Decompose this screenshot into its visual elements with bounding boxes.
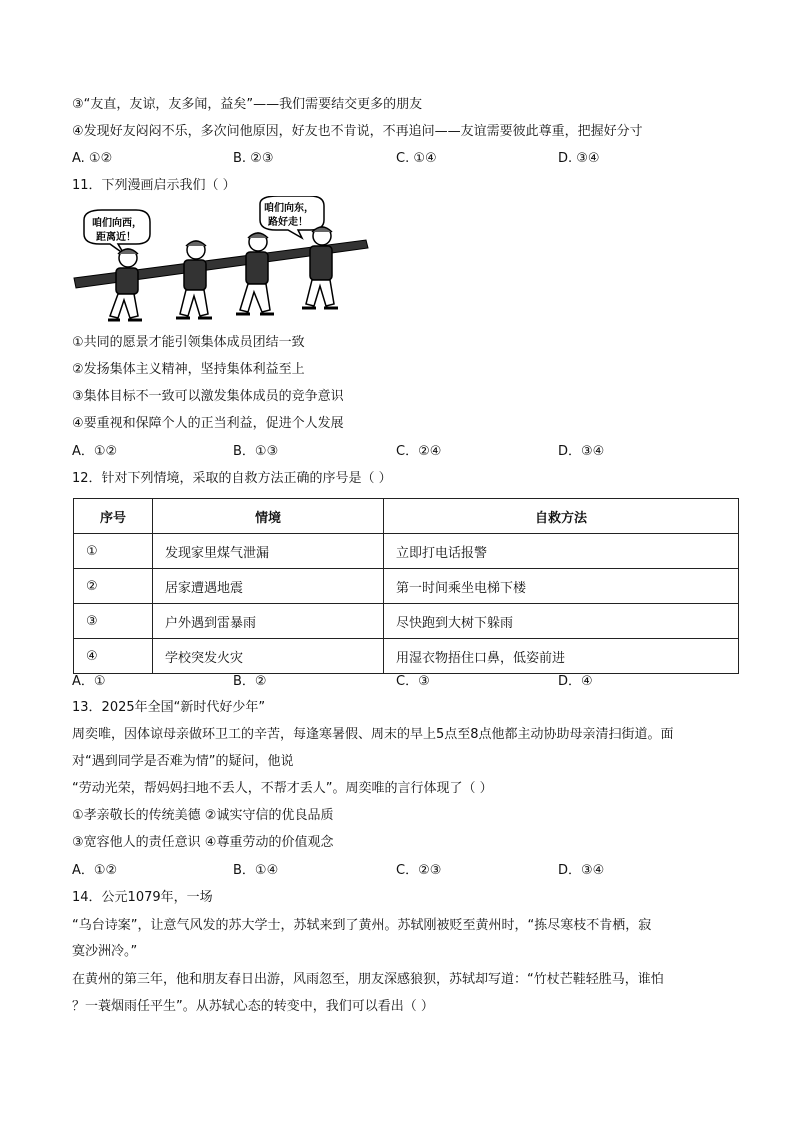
header-number: 序号 — [74, 499, 153, 534]
q13-item-line: ③宽容他人的责任意识 ④尊重劳动的价值观念 — [72, 835, 334, 850]
row-situation: 学校突发火灾 — [153, 639, 384, 674]
bubble-right-line-2: 路好走！ — [268, 217, 308, 228]
q14-text-line: “乌台诗案”，让意气风发的苏大学士，苏轼来到了黄州。苏轼刚被贬至黄州时，“拣尽寒枝不肯栖，寂 — [72, 918, 652, 933]
q13-text-line: 对“遇到同学是否难为情”的疑问，他说 — [72, 754, 294, 769]
q13-option-c: C．②③ — [396, 863, 442, 878]
worker-figure-1 — [108, 249, 142, 320]
q11-stem: 11．下列漫画启示我们（ ） — [72, 178, 236, 193]
row-number: ④ — [74, 639, 153, 674]
q10-option-a: A. ①② — [72, 151, 113, 166]
q12-option-c: C．③ — [396, 674, 430, 689]
q13-option-b: B．①④ — [233, 863, 279, 878]
q14-text-line: 寞沙洲冷。” — [72, 944, 138, 959]
header-method: 自救方法 — [384, 499, 739, 534]
row-method: 尽快跑到大树下躲雨 — [384, 604, 739, 639]
q13-text-line: “劳动光荣，帮妈妈扫地不丢人，不帮才丢人”。周奕唯的言行体现了（ ） — [72, 781, 493, 796]
row-number: ② — [74, 569, 153, 604]
row-number: ① — [74, 534, 153, 569]
q12-self-rescue-table — [73, 498, 739, 674]
q14-text-line: 在黄州的第三年，他和朋友春日出游，风雨忽至，朋友深感狼狈，苏轼却写道：“竹杖芒鞋轻胜马，谁怕 — [72, 972, 664, 987]
q12-option-d: D．④ — [558, 674, 593, 689]
q13-item-line: ①孝亲敬长的传统美德 ②诚实守信的优良品质 — [72, 808, 334, 823]
q11-comic-illustration — [72, 196, 372, 328]
row-method: 第一时间乘坐电梯下楼 — [384, 569, 739, 604]
bubble-left-line-2: 距离近！ — [96, 232, 136, 243]
q11-item-3: ③集体目标不一致可以激发集体成员的竞争意识 — [72, 389, 344, 404]
q11-option-d: D．③④ — [558, 444, 605, 459]
q10-option-c: C. ①④ — [396, 151, 437, 166]
q13-option-d: D．③④ — [558, 863, 605, 878]
q11-option-b: B．①③ — [233, 444, 279, 459]
bubble-right-line-1: 咱们向东， — [264, 203, 314, 214]
table-row — [74, 604, 739, 639]
q10-item-3: ③“友直，友谅，友多闻，益矣”——我们需要结交更多的朋友 — [72, 97, 423, 112]
row-number: ③ — [74, 604, 153, 639]
worker-figure-2 — [176, 241, 212, 318]
q12-option-a: A．① — [72, 674, 106, 689]
speech-bubble-left — [84, 210, 150, 254]
table-header-row — [74, 499, 739, 534]
q11-item-4: ④要重视和保障个人的正当利益，促进个人发展 — [72, 416, 344, 431]
table-row — [74, 534, 739, 569]
q14-text-line: ？一蓑烟雨任平生”。从苏轼心态的转变中，我们可以看出（ ） — [72, 999, 434, 1014]
worker-figure-4 — [302, 227, 338, 308]
row-situation: 居家遭遇地震 — [153, 569, 384, 604]
q14-stem: 14．公元1079年，一场 — [72, 890, 213, 905]
q10-option-d: D. ③④ — [558, 151, 600, 166]
row-method: 立即打电话报警 — [384, 534, 739, 569]
table-row — [74, 639, 739, 674]
q13-stem: 13．2025年全国“新时代好少年” — [72, 700, 266, 715]
q10-item-4: ④发现好友闷闷不乐，多次问他原因，好友也不肯说，不再追问——友谊需要彼此尊重，把握好分寸 — [72, 124, 643, 139]
q11-option-c: C．②④ — [396, 444, 442, 459]
q10-option-b: B. ②③ — [233, 151, 274, 166]
q11-item-1: ①共同的愿景才能引领集体成员团结一致 — [72, 335, 305, 350]
q12-stem: 12．针对下列情境，采取的自救方法正确的序号是（ ） — [72, 471, 392, 486]
q11-option-a: A．①② — [72, 444, 118, 459]
row-situation: 户外遇到雷暴雨 — [153, 604, 384, 639]
worker-figure-3 — [236, 233, 274, 314]
row-situation: 发现家里煤气泄漏 — [153, 534, 384, 569]
header-situation: 情境 — [153, 499, 384, 534]
q13-option-a: A．①② — [72, 863, 118, 878]
q11-item-2: ②发扬集体主义精神，坚持集体利益至上 — [72, 362, 305, 377]
q12-option-b: B．② — [233, 674, 267, 689]
bubble-left-line-1: 咱们向西， — [92, 218, 142, 229]
table-row — [74, 569, 739, 604]
row-method: 用湿衣物捂住口鼻，低姿前进 — [384, 639, 739, 674]
q13-text-line: 周奕唯，因体谅母亲做环卫工的辛苦，每逢寒暑假、周末的早上5点至8点他都主动协助母亲清扫街道。面 — [72, 727, 674, 742]
